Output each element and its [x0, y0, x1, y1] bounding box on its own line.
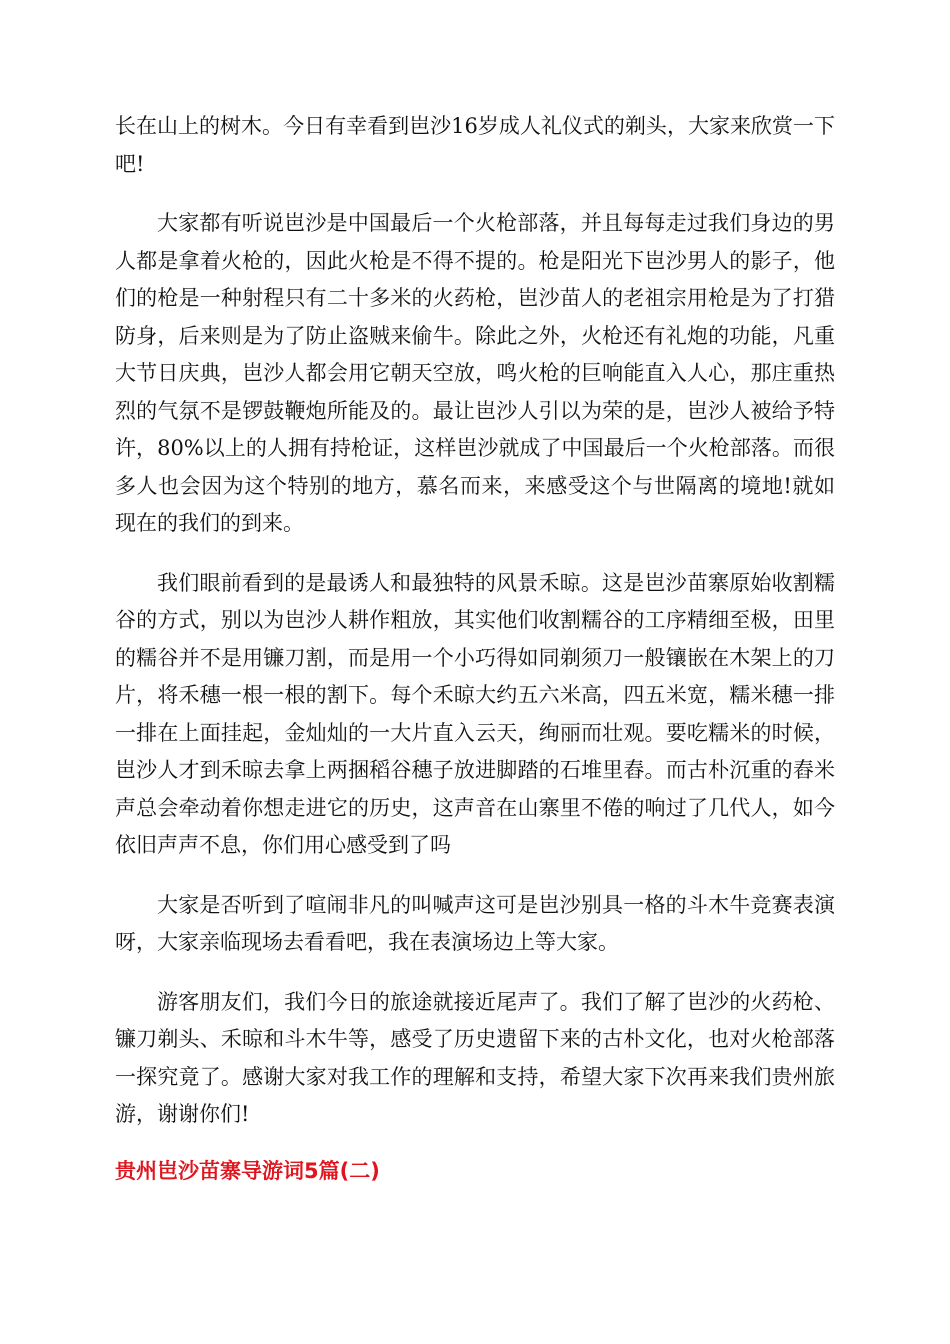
paragraph-5: 游客朋友们，我们今日的旅途就接近尾声了。我们了解了岜沙的火药枪、镰刀剃头、禾晾和斗木牛等，感受了历史遗留下来的古朴文化，也对火枪部落一探究竟了。感谢大家对我工作的理解和支持，希望大家下次再来我们贵州旅游，谢谢你们!	[115, 989, 835, 1126]
paragraph-2: 大家都有听说岜沙是中国最后一个火枪部落，并且每每走过我们身边的男人都是拿着火枪的，因此火枪是不得不提的。枪是阳光下岜沙男人的影子，他们的枪是一种射程只有二十多米的火药枪，岜沙苗人的老祖宗用枪是为了打猎防身，后来则是为了防止盗贼来偷牛。除此之外，火枪还有礼炮的功能，凡重大节日庆典，岜沙人都会用它朝天空放，鸣火枪的巨响能直入人心，那庄重热烈的气氛不是锣鼓鞭炮所能及的。最让岜沙人引以为荣的是，岜沙人被给予特许，80%以上的人拥有持枪证，这样岜沙就成了中国最后一个火枪部落。而很多人也会因为这个特别的地方，慕名而来，来感受这个与世隔离的境地!就如现在的我们的到来。	[115, 211, 835, 535]
paragraph-3: 我们眼前看到的是最诱人和最独特的风景禾晾。这是岜沙苗寨原始收割糯谷的方式，别以为岜沙人耕作粗放，其实他们收割糯谷的工序精细至极，田里的糯谷并不是用镰刀割，而是用一个小巧得如同剃须刀一般镶嵌在木架上的刀片，将禾穗一根一根的割下。每个禾晾大约五六米高，四五米宽，糯米穗一排一排在上面挂起，金灿灿的一大片直入云天，绚丽而壮观。要吃糯米的时候，岜沙人才到禾晾去拿上两捆稻谷穗子放进脚踏的石堆里舂。而古朴沉重的舂米声总会牵动着你想走进它的历史，这声音在山寨里不倦的响过了几代人，如今依旧声声不息，你们用心感受到了吗	[115, 570, 835, 857]
paragraph-4: 大家是否听到了喧闹非凡的叫喊声这可是岜沙别具一格的斗木牛竞赛表演呀，大家亲临现场去看看吧，我在表演场边上等大家。	[115, 892, 835, 954]
section-heading: 贵州岜沙苗寨导游词5篇(二)	[115, 1158, 380, 1183]
document-page	[115, 108, 835, 1186]
paragraph-1: 长在山上的树木。今日有幸看到岜沙16岁成人礼仪式的剃头，大家来欣赏一下吧!	[115, 114, 835, 176]
